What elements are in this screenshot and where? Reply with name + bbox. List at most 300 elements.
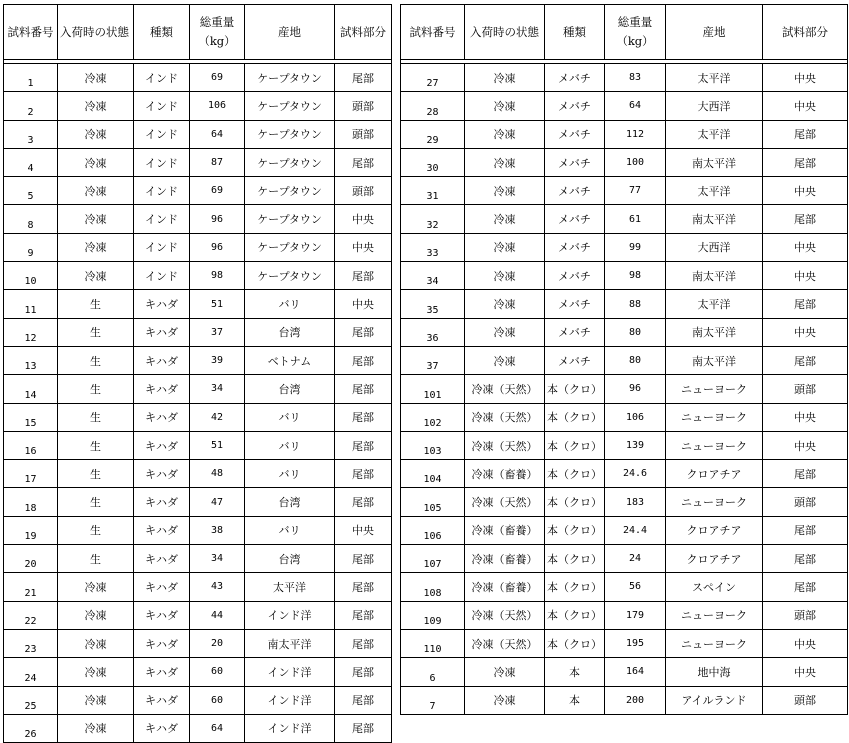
weight-cell: 96	[605, 375, 666, 403]
table-row	[4, 658, 392, 686]
weight-cell: 98	[605, 262, 666, 290]
origin-cell: バリ	[245, 460, 335, 488]
arrival-state-cell: 冷凍	[58, 92, 134, 120]
weight-cell: 37	[190, 318, 245, 346]
table-row	[4, 64, 392, 92]
species-cell: キハダ	[134, 573, 190, 601]
sample-no-cell: 6	[401, 658, 465, 686]
sample-part-cell: 頭部	[335, 177, 392, 205]
arrival-state-cell: 冷凍（天然）	[465, 375, 545, 403]
arrival-state-cell: 冷凍	[58, 686, 134, 714]
sample-no-cell: 3	[4, 120, 58, 148]
table-row	[401, 629, 848, 657]
table-row	[401, 488, 848, 516]
arrival-state-cell: 冷凍	[465, 658, 545, 686]
species-cell: インド	[134, 205, 190, 233]
weight-cell: 80	[605, 318, 666, 346]
sample-part-cell: 中央	[763, 629, 848, 657]
origin-cell: ケープタウン	[245, 120, 335, 148]
sample-no-cell: 35	[401, 290, 465, 318]
sample-part-cell: 中央	[335, 233, 392, 261]
sample-no-cell: 108	[401, 573, 465, 601]
weight-cell: 61	[605, 205, 666, 233]
sample-no-cell: 9	[4, 233, 58, 261]
sample-part-cell: 頭部	[763, 375, 848, 403]
sample-no-cell: 7	[401, 686, 465, 714]
weight-cell: 64	[605, 92, 666, 120]
species-cell: インド	[134, 120, 190, 148]
sample-no-cell: 105	[401, 488, 465, 516]
sample-no-cell: 29	[401, 120, 465, 148]
sample-part-cell: 尾部	[335, 375, 392, 403]
sample-part-cell: 中央	[335, 290, 392, 318]
sample-no-cell: 24	[4, 658, 58, 686]
weight-cell: 88	[605, 290, 666, 318]
sample-no-cell: 109	[401, 601, 465, 629]
weight-cell: 34	[190, 545, 245, 573]
sample-no-cell: 33	[401, 233, 465, 261]
weight-cell: 24.6	[605, 460, 666, 488]
species-cell: メバチ	[545, 346, 605, 374]
origin-cell: 台湾	[245, 488, 335, 516]
species-cell: メバチ	[545, 92, 605, 120]
weight-cell: 99	[605, 233, 666, 261]
sample-part-cell: 尾部	[763, 120, 848, 148]
sample-no-cell: 20	[4, 545, 58, 573]
sample-no-cell: 30	[401, 148, 465, 176]
weight-cell: 83	[605, 64, 666, 92]
table-row	[401, 92, 848, 120]
table-row	[4, 205, 392, 233]
origin-cell: ニューヨーク	[666, 629, 763, 657]
species-cell: キハダ	[134, 460, 190, 488]
sample-part-cell: 中央	[763, 177, 848, 205]
sample-no-cell: 25	[4, 686, 58, 714]
weight-cell: 139	[605, 431, 666, 459]
arrival-state-cell: 冷凍（天然）	[465, 403, 545, 431]
origin-cell: インド洋	[245, 686, 335, 714]
sample-part-cell: 尾部	[335, 148, 392, 176]
origin-cell: 大西洋	[666, 92, 763, 120]
origin-cell: 太平洋	[666, 177, 763, 205]
table-row	[4, 375, 392, 403]
species-cell: キハダ	[134, 545, 190, 573]
sample-no-cell: 36	[401, 318, 465, 346]
weight-cell: 51	[190, 431, 245, 459]
origin-cell: ニューヨーク	[666, 488, 763, 516]
origin-cell: 地中海	[666, 658, 763, 686]
sample-part-cell: 中央	[763, 64, 848, 92]
sample-part-cell: 尾部	[335, 460, 392, 488]
sample-no-cell: 104	[401, 460, 465, 488]
arrival-state-cell: 冷凍	[465, 262, 545, 290]
weight-cell: 24.4	[605, 516, 666, 544]
arrival-state-cell: 冷凍	[58, 177, 134, 205]
arrival-state-cell: 冷凍	[465, 120, 545, 148]
weight-cell: 96	[190, 233, 245, 261]
table-row	[401, 290, 848, 318]
origin-cell: バリ	[245, 290, 335, 318]
species-cell: キハダ	[134, 714, 190, 742]
sample-no-cell: 14	[4, 375, 58, 403]
origin-cell: 太平洋	[666, 120, 763, 148]
weight-cell: 69	[190, 177, 245, 205]
sample-no-cell: 21	[4, 573, 58, 601]
origin-cell: 太平洋	[666, 64, 763, 92]
header-arrival-state: 入荷時の状態	[465, 5, 545, 60]
table-row	[4, 601, 392, 629]
arrival-state-cell: 冷凍	[465, 92, 545, 120]
table-row	[401, 431, 848, 459]
table-row	[401, 516, 848, 544]
header-sample-part: 試料部分	[335, 5, 392, 60]
sample-no-cell: 34	[401, 262, 465, 290]
header-sample-no: 試料番号	[401, 5, 465, 60]
sample-part-cell: 尾部	[763, 545, 848, 573]
sample-no-cell: 19	[4, 516, 58, 544]
sample-no-cell: 16	[4, 431, 58, 459]
header-origin: 産地	[666, 5, 763, 60]
species-cell: キハダ	[134, 686, 190, 714]
sample-no-cell: 31	[401, 177, 465, 205]
origin-cell: バリ	[245, 431, 335, 459]
weight-cell: 106	[190, 92, 245, 120]
sample-no-cell: 4	[4, 148, 58, 176]
species-cell: キハダ	[134, 318, 190, 346]
species-cell: メバチ	[545, 148, 605, 176]
origin-cell: バリ	[245, 516, 335, 544]
arrival-state-cell: 生	[58, 290, 134, 318]
sample-no-cell: 13	[4, 346, 58, 374]
header-arrival-state: 入荷時の状態	[58, 5, 134, 60]
arrival-state-cell: 冷凍	[465, 290, 545, 318]
weight-cell: 44	[190, 601, 245, 629]
sample-no-cell: 110	[401, 629, 465, 657]
table-row	[4, 516, 392, 544]
sample-part-cell: 尾部	[335, 714, 392, 742]
arrival-state-cell: 生	[58, 431, 134, 459]
sample-table-left	[3, 4, 392, 743]
species-cell: メバチ	[545, 262, 605, 290]
weight-cell: 179	[605, 601, 666, 629]
weight-cell: 56	[605, 573, 666, 601]
arrival-state-cell: 冷凍	[465, 177, 545, 205]
table-row	[4, 403, 392, 431]
species-cell: キハダ	[134, 375, 190, 403]
header-weight-unit: （kg）	[616, 34, 654, 48]
sample-part-cell: 尾部	[763, 290, 848, 318]
sample-part-cell: 中央	[335, 205, 392, 233]
sample-no-cell: 11	[4, 290, 58, 318]
table-row	[4, 488, 392, 516]
table-row	[401, 686, 848, 714]
table-row	[401, 148, 848, 176]
table-row	[401, 545, 848, 573]
origin-cell: クロアチア	[666, 545, 763, 573]
table-row	[401, 375, 848, 403]
sample-part-cell: 尾部	[335, 601, 392, 629]
sample-part-cell: 尾部	[335, 431, 392, 459]
sample-part-cell: 尾部	[763, 205, 848, 233]
weight-cell: 195	[605, 629, 666, 657]
species-cell: キハダ	[134, 516, 190, 544]
sample-part-cell: 中央	[763, 431, 848, 459]
arrival-state-cell: 冷凍	[58, 601, 134, 629]
origin-cell: アイルランド	[666, 686, 763, 714]
origin-cell: 台湾	[245, 545, 335, 573]
arrival-state-cell: 冷凍	[58, 573, 134, 601]
species-cell: インド	[134, 64, 190, 92]
arrival-state-cell: 冷凍	[465, 686, 545, 714]
sample-no-cell: 28	[401, 92, 465, 120]
origin-cell: クロアチア	[666, 516, 763, 544]
table-row	[4, 573, 392, 601]
header-total-weight-label: 総重量	[199, 15, 235, 29]
sample-no-cell: 8	[4, 205, 58, 233]
arrival-state-cell: 生	[58, 318, 134, 346]
table-row	[401, 205, 848, 233]
species-cell: 本（クロ）	[545, 573, 605, 601]
species-cell: メバチ	[545, 177, 605, 205]
origin-cell: ニューヨーク	[666, 431, 763, 459]
sample-part-cell: 頭部	[335, 92, 392, 120]
header-sample-part: 試料部分	[763, 5, 848, 60]
sample-no-cell: 102	[401, 403, 465, 431]
species-cell: メバチ	[545, 318, 605, 346]
sample-no-cell: 12	[4, 318, 58, 346]
sample-part-cell: 尾部	[763, 573, 848, 601]
header-sample-no: 試料番号	[4, 5, 58, 60]
species-cell: 本（クロ）	[545, 488, 605, 516]
table-row	[401, 233, 848, 261]
origin-cell: 台湾	[245, 375, 335, 403]
weight-cell: 96	[190, 205, 245, 233]
arrival-state-cell: 生	[58, 346, 134, 374]
arrival-state-cell: 生	[58, 403, 134, 431]
sample-part-cell: 中央	[763, 658, 848, 686]
arrival-state-cell: 冷凍（天然）	[465, 431, 545, 459]
sample-no-cell: 17	[4, 460, 58, 488]
table-row	[4, 431, 392, 459]
table-row	[4, 290, 392, 318]
species-cell: 本（クロ）	[545, 431, 605, 459]
arrival-state-cell: 冷凍（天然）	[465, 601, 545, 629]
species-cell: キハダ	[134, 601, 190, 629]
origin-cell: 南太平洋	[666, 205, 763, 233]
origin-cell: 太平洋	[245, 573, 335, 601]
origin-cell: 太平洋	[666, 290, 763, 318]
table-row	[401, 120, 848, 148]
table-row	[4, 148, 392, 176]
origin-cell: インド洋	[245, 601, 335, 629]
table-row	[4, 120, 392, 148]
weight-cell: 34	[190, 375, 245, 403]
weight-cell: 64	[190, 714, 245, 742]
species-cell: メバチ	[545, 205, 605, 233]
origin-cell: 南太平洋	[666, 262, 763, 290]
species-cell: キハダ	[134, 346, 190, 374]
sample-no-cell: 107	[401, 545, 465, 573]
species-cell: 本	[545, 686, 605, 714]
sample-part-cell: 尾部	[335, 64, 392, 92]
weight-cell: 106	[605, 403, 666, 431]
sample-part-cell: 尾部	[763, 460, 848, 488]
header-total-weight	[605, 5, 666, 60]
table-row	[401, 318, 848, 346]
header-species: 種類	[545, 5, 605, 60]
origin-cell: インド洋	[245, 658, 335, 686]
table-row	[4, 629, 392, 657]
table-row	[4, 233, 392, 261]
origin-cell: 南太平洋	[666, 148, 763, 176]
weight-cell: 47	[190, 488, 245, 516]
table-row	[401, 177, 848, 205]
arrival-state-cell: 生	[58, 375, 134, 403]
table-row	[4, 460, 392, 488]
species-cell: 本（クロ）	[545, 601, 605, 629]
table-row	[4, 714, 392, 742]
arrival-state-cell: 冷凍	[465, 205, 545, 233]
weight-cell: 87	[190, 148, 245, 176]
weight-cell: 60	[190, 658, 245, 686]
arrival-state-cell: 冷凍	[58, 64, 134, 92]
species-cell: インド	[134, 92, 190, 120]
arrival-state-cell: 冷凍	[465, 318, 545, 346]
sample-part-cell: 尾部	[335, 488, 392, 516]
species-cell: インド	[134, 233, 190, 261]
arrival-state-cell: 冷凍	[58, 148, 134, 176]
origin-cell: バリ	[245, 403, 335, 431]
sample-part-cell: 尾部	[335, 629, 392, 657]
weight-cell: 20	[190, 629, 245, 657]
sample-part-cell: 尾部	[763, 346, 848, 374]
sample-no-cell: 18	[4, 488, 58, 516]
sample-part-cell: 尾部	[335, 346, 392, 374]
sample-part-cell: 尾部	[335, 403, 392, 431]
header-weight-unit: （kg）	[198, 34, 236, 48]
sample-part-cell: 中央	[763, 233, 848, 261]
sample-no-cell: 23	[4, 629, 58, 657]
arrival-state-cell: 生	[58, 488, 134, 516]
table-row	[4, 545, 392, 573]
arrival-state-cell: 冷凍	[58, 629, 134, 657]
arrival-state-cell: 冷凍	[58, 658, 134, 686]
arrival-state-cell: 冷凍（畜養）	[465, 545, 545, 573]
weight-cell: 64	[190, 120, 245, 148]
table-row	[401, 573, 848, 601]
sample-part-cell: 尾部	[335, 686, 392, 714]
origin-cell: スペイン	[666, 573, 763, 601]
sample-no-cell: 5	[4, 177, 58, 205]
weight-cell: 60	[190, 686, 245, 714]
species-cell: キハダ	[134, 658, 190, 686]
arrival-state-cell: 冷凍	[58, 120, 134, 148]
arrival-state-cell: 冷凍	[58, 205, 134, 233]
species-cell: メバチ	[545, 64, 605, 92]
sample-part-cell: 頭部	[763, 686, 848, 714]
sample-no-cell: 37	[401, 346, 465, 374]
origin-cell: ベトナム	[245, 346, 335, 374]
weight-cell: 39	[190, 346, 245, 374]
sample-no-cell: 10	[4, 262, 58, 290]
arrival-state-cell: 冷凍	[58, 233, 134, 261]
table-row	[401, 64, 848, 92]
sample-no-cell: 103	[401, 431, 465, 459]
origin-cell: ケープタウン	[245, 92, 335, 120]
table-row	[401, 346, 848, 374]
sample-no-cell: 1	[4, 64, 58, 92]
species-cell: 本	[545, 658, 605, 686]
origin-cell: ニューヨーク	[666, 403, 763, 431]
species-cell: メバチ	[545, 233, 605, 261]
origin-cell: インド洋	[245, 714, 335, 742]
species-cell: キハダ	[134, 403, 190, 431]
sample-no-cell: 22	[4, 601, 58, 629]
species-cell: 本（クロ）	[545, 375, 605, 403]
table-row	[4, 262, 392, 290]
origin-cell: ケープタウン	[245, 64, 335, 92]
weight-cell: 77	[605, 177, 666, 205]
sample-part-cell: 頭部	[763, 488, 848, 516]
header-total-weight	[190, 5, 245, 60]
sample-part-cell: 中央	[763, 262, 848, 290]
sample-part-cell: 頭部	[335, 120, 392, 148]
sample-no-cell: 26	[4, 714, 58, 742]
header-total-weight-label: 総重量	[617, 15, 653, 29]
weight-cell: 48	[190, 460, 245, 488]
table-row	[401, 460, 848, 488]
weight-cell: 200	[605, 686, 666, 714]
sample-part-cell: 中央	[335, 516, 392, 544]
sample-part-cell: 中央	[763, 92, 848, 120]
sample-no-cell: 106	[401, 516, 465, 544]
origin-cell: ニューヨーク	[666, 375, 763, 403]
header-species: 種類	[134, 5, 190, 60]
origin-cell: 台湾	[245, 318, 335, 346]
weight-cell: 43	[190, 573, 245, 601]
weight-cell: 69	[190, 64, 245, 92]
species-cell: 本（クロ）	[545, 545, 605, 573]
table-row	[4, 318, 392, 346]
weight-cell: 112	[605, 120, 666, 148]
species-cell: キハダ	[134, 290, 190, 318]
species-cell: メバチ	[545, 120, 605, 148]
origin-cell: 南太平洋	[245, 629, 335, 657]
header-origin: 産地	[245, 5, 335, 60]
weight-cell: 42	[190, 403, 245, 431]
weight-cell: 183	[605, 488, 666, 516]
sample-no-cell: 15	[4, 403, 58, 431]
arrival-state-cell: 生	[58, 545, 134, 573]
species-cell: インド	[134, 148, 190, 176]
weight-cell: 51	[190, 290, 245, 318]
sample-part-cell: 尾部	[335, 262, 392, 290]
table-row	[4, 346, 392, 374]
origin-cell: ケープタウン	[245, 148, 335, 176]
table-row	[401, 658, 848, 686]
origin-cell: ケープタウン	[245, 205, 335, 233]
species-cell: キハダ	[134, 629, 190, 657]
species-cell: 本（クロ）	[545, 516, 605, 544]
origin-cell: 大西洋	[666, 233, 763, 261]
arrival-state-cell: 冷凍（天然）	[465, 488, 545, 516]
weight-cell: 100	[605, 148, 666, 176]
species-cell: 本（クロ）	[545, 460, 605, 488]
arrival-state-cell: 冷凍	[465, 64, 545, 92]
origin-cell: ケープタウン	[245, 177, 335, 205]
origin-cell: ケープタウン	[245, 262, 335, 290]
table-row	[4, 92, 392, 120]
